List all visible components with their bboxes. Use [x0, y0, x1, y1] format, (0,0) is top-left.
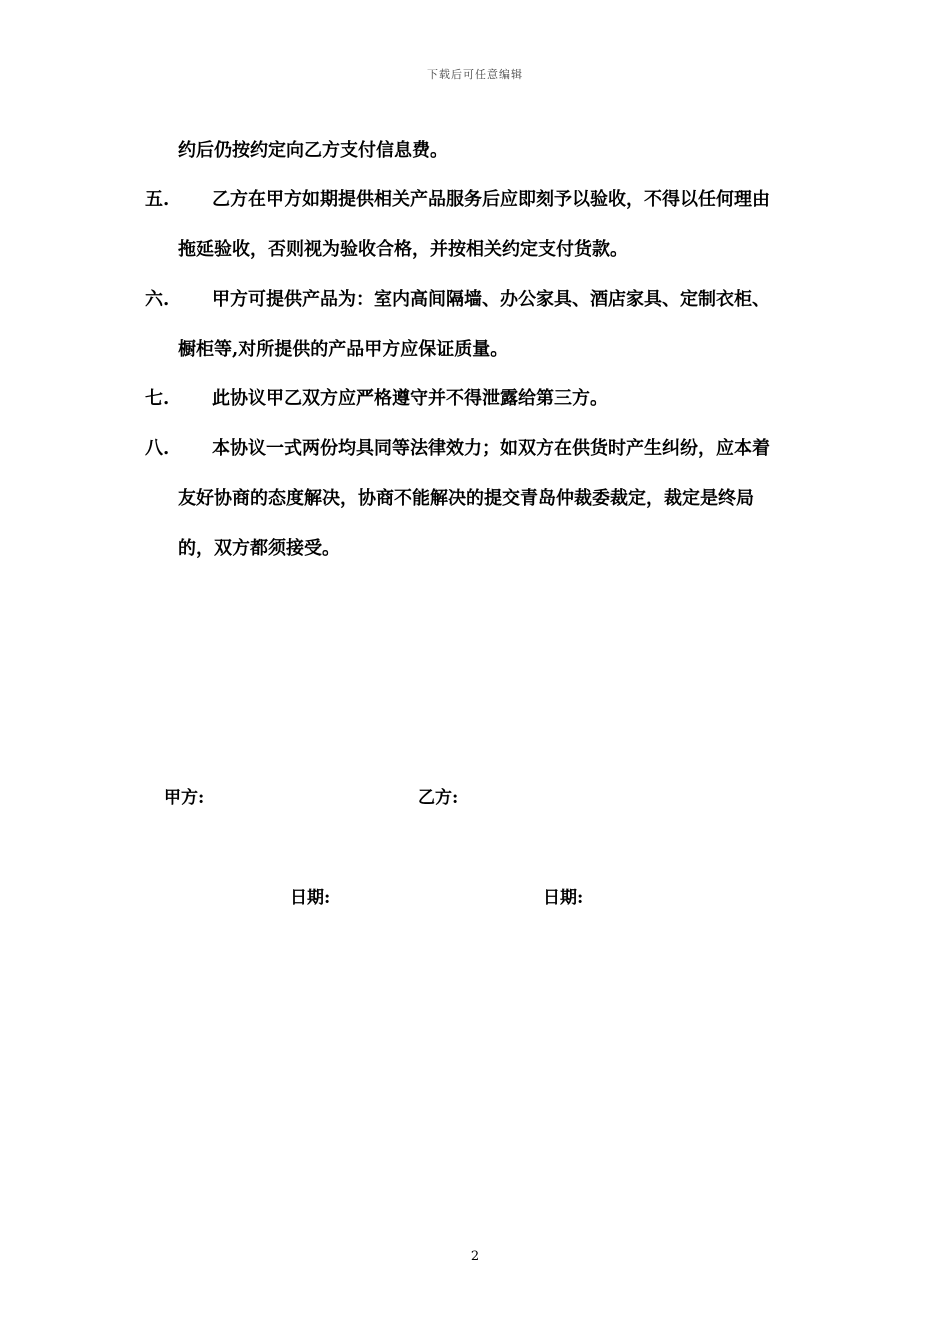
date-b-label: 日期:	[543, 888, 584, 908]
clause-8-line-1: 本协议一式两份均具同等法律效力；如双方在供货时产生纠纷，应本着	[212, 438, 770, 459]
clause-8-line-2: 友好协商的态度解决，协商不能解决的提交青岛仲裁委裁定，裁定是终局	[178, 488, 754, 509]
clause-6-number: 六.	[145, 289, 170, 310]
page-header: 下载后可任意编辑	[427, 68, 523, 81]
clause-6-line-2: 橱柜等,对所提供的产品甲方应保证质量。	[178, 339, 509, 360]
date-a-label: 日期:	[290, 888, 331, 908]
clause-5-line-1: 乙方在甲方如期提供相关产品服务后应即刻予以验收，不得以任何理由	[212, 189, 770, 210]
party-a-label: 甲方:	[164, 788, 205, 808]
clause-5-line-2: 拖延验收，否则视为验收合格，并按相关约定支付货款。	[178, 239, 628, 260]
clause-8-line-3: 的，双方都须接受。	[178, 538, 340, 559]
clause-7-line-1: 此协议甲乙双方应严格遵守并不得泄露给第三方。	[212, 388, 608, 409]
clause-continuation-line: 约后仍按约定向乙方支付信息费。	[178, 140, 448, 161]
page-number: 2	[470, 1249, 480, 1264]
clause-5-number: 五.	[145, 189, 170, 210]
party-b-label: 乙方:	[418, 788, 459, 808]
clause-7-number: 七.	[145, 388, 170, 409]
clause-8-number: 八.	[145, 438, 170, 459]
clause-6-line-1: 甲方可提供产品为：室内高间隔墙、办公家具、酒店家具、定制衣柜、	[212, 289, 770, 310]
